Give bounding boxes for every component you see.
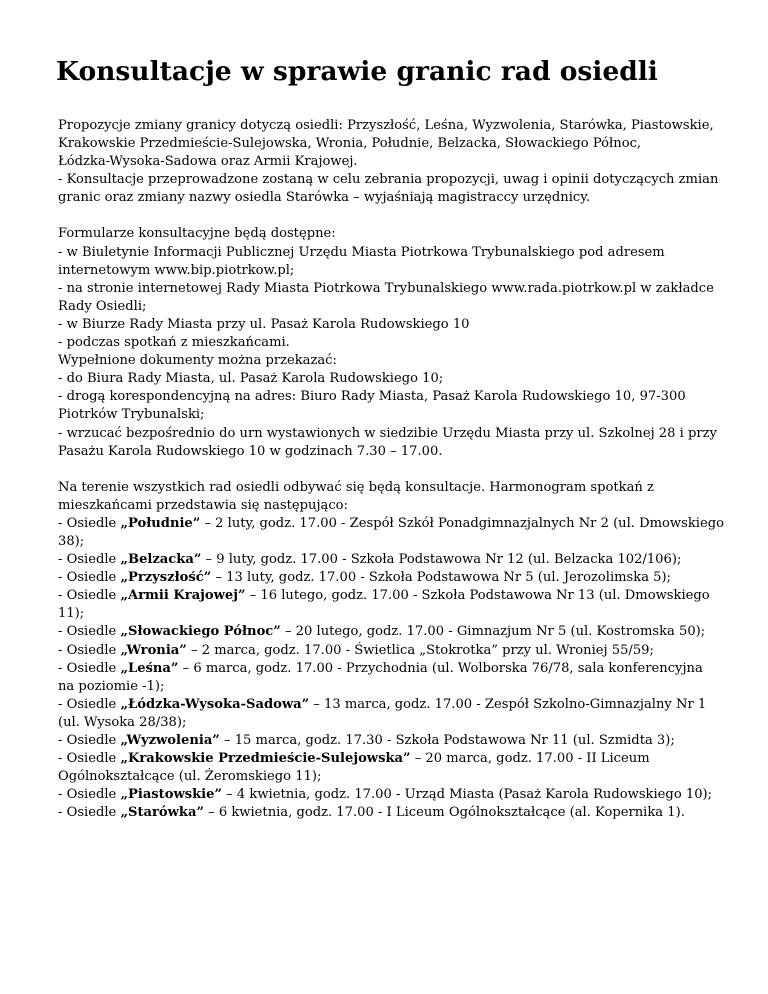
district-name: „Wyzwolenia” — [120, 733, 220, 748]
line-text: – 13 luty, godz. 17.00 - Szkoła Podstawowa Nr 5 (ul. Jerozolimska 5); — [211, 570, 672, 586]
paragraph-schedule — [58, 479, 724, 823]
line-text: na poziomie -1); — [58, 678, 165, 694]
text-line: - wrzucać bezpośrednio do urn wystawionych w siedzibie Urzędu Miasta przy ul. Szkolnej 28 i przy — [58, 425, 717, 441]
text-line: - podczas spotkań z mieszkańcami. — [58, 335, 290, 351]
line-text: - Osiedle — [58, 570, 121, 586]
paragraph-proposals — [58, 117, 718, 207]
document-body — [58, 117, 724, 822]
text-line: Propozycje zmiany granicy dotyczą osiedli: Przyszłość, Leśna, Wyzwolenia, Starówka, Piastowskie, — [58, 118, 714, 133]
district-name: „Południe” — [120, 515, 201, 531]
district-name: „Belzacka” — [120, 552, 202, 568]
text-line: Łódzka-Wysoka-Sadowa oraz Armii Krajowej. — [58, 154, 358, 170]
line-text: 38); — [58, 533, 85, 549]
line-text: – 20 lutego, godz. 17.00 - Gimnazjum Nr 5 (ul. Kostromska 50); — [280, 624, 706, 640]
district-name: „Krakowskie Przedmieście-Sulejowska” — [120, 751, 411, 767]
line-text: – 2 marca, godz. 17.00 - Świetlica „Stokrotka” przy ul. Wroniej 55/59; — [186, 642, 654, 658]
schedule-entry — [58, 515, 724, 533]
district-name: „Starówka” — [120, 805, 204, 821]
line-text: - Osiedle — [58, 696, 121, 712]
schedule-entry — [58, 732, 718, 750]
line-text: – 6 kwietnia, godz. 17.00 - I Liceum Ogólnokształcące (al. Kopernika 1). — [203, 805, 685, 821]
schedule-entry — [58, 660, 718, 678]
text-line: - w Biurze Rady Miasta przy ul. Pasaż Karola Rudowskiego 10 — [58, 316, 470, 332]
schedule-entry — [58, 642, 718, 660]
document-page — [56, 0, 724, 822]
schedule-entry — [58, 750, 718, 768]
text-line — [58, 479, 718, 497]
line-text: - Osiedle — [58, 552, 121, 568]
line-text: mieszkańcami przedstawia się następująco: — [58, 497, 348, 513]
text-line: - drogą korespondencyjną na adres: Biuro Rady Miasta, Pasaż Karola Rudowskiego 10, 97-300 — [58, 389, 686, 405]
schedule-entry — [58, 786, 718, 804]
schedule-entry — [58, 696, 718, 714]
text-line: Wypełnione dokumenty można przekazać: — [58, 353, 337, 369]
text-line — [58, 768, 718, 786]
text-line — [58, 497, 718, 515]
line-text: - Osiedle — [58, 787, 121, 803]
text-line: Krakowskie Przedmieście-Sulejowska, Wronia, Południe, Belzacka, Słowackiego Północ, — [58, 136, 642, 152]
text-line: Formularze konsultacyjne będą dostępne: — [58, 226, 336, 242]
line-text: Na terenie wszystkich rad osiedli odbywać się będą konsultacje. Harmonogram spotkań z — [58, 479, 654, 495]
line-text: - Osiedle — [58, 805, 121, 821]
text-line: - w Biuletynie Informacji Publicznej Urzędu Miasta Piotrkowa Trybunalskiego pod adresem — [58, 244, 665, 260]
district-name: „Łódzka-Wysoka-Sadowa” — [120, 696, 310, 712]
line-text: - Osiedle — [58, 642, 121, 658]
text-line: granic oraz zmiany nazwy osiedla Starówka – wyjaśniają magistraccy urzędnicy. — [58, 190, 591, 206]
schedule-entry — [58, 587, 718, 605]
line-text: – 6 marca, godz. 17.00 - Przychodnia (ul. Wolborska 76/78, sala konferencyjna — [178, 660, 703, 676]
line-text: – 13 marca, godz. 17.00 - Zespół Szkolno-Gimnazjalny Nr 1 — [309, 696, 707, 712]
line-text: – 16 lutego, godz. 17.00 - Szkoła Podstawowa Nr 13 (ul. Dmowskiego — [245, 588, 710, 604]
district-name: „Armii Krajowej” — [120, 588, 246, 604]
line-text: – 15 marca, godz. 17.30 - Szkoła Podstawowa Nr 11 (ul. Szmidta 3); — [219, 733, 675, 748]
text-line — [58, 605, 718, 623]
line-text: 11); — [58, 606, 85, 622]
text-line: - na stronie internetowej Rady Miasta Piotrkowa Trybunalskiego www.rada.piotrkow.pl w zakładce — [58, 280, 714, 296]
line-text: - Osiedle — [58, 733, 121, 748]
text-line: internetowym www.bip.piotrkow.pl; — [58, 262, 295, 278]
schedule-entry — [58, 623, 718, 641]
text-line: Piotrków Trybunalski; — [58, 407, 205, 423]
text-line — [58, 533, 718, 551]
text-line: - do Biura Rady Miasta, ul. Pasaż Karola Rudowskiego 10; — [58, 371, 444, 387]
text-line — [58, 678, 718, 696]
schedule-entry — [58, 804, 718, 822]
line-text: Ogólnokształcące (ul. Żeromskiego 11); — [58, 769, 322, 785]
district-name: „Słowackiego Północ” — [120, 624, 281, 640]
text-line: - Konsultacje przeprowadzone zostaną w celu zebrania propozycji, uwag i opinii dotyczących zmian — [58, 172, 719, 188]
line-text: (ul. Wysoka 28/38); — [58, 714, 187, 730]
district-name: „Leśna” — [120, 660, 179, 676]
line-text: – 2 luty, godz. 17.00 - Zespół Szkół Ponadgimnazjalnych Nr 2 (ul. Dmowskiego — [200, 515, 724, 531]
line-text: – 9 luty, godz. 17.00 - Szkoła Podstawowa Nr 12 (ul. Belzacka 102/106); — [201, 552, 682, 568]
district-name: „Piastowskie” — [120, 787, 223, 803]
schedule-entry — [58, 569, 718, 587]
schedule-entry — [58, 551, 718, 569]
page-title: Konsultacje w sprawie granic rad osiedli — [56, 56, 658, 87]
line-text: - Osiedle — [58, 624, 121, 640]
line-text: – 20 marca, godz. 17.00 - II Liceum — [410, 751, 650, 767]
line-text: – 4 kwietnia, godz. 17.00 - Urząd Miasta (Pasaż Karola Rudowskiego 10); — [222, 787, 713, 803]
paragraph-forms — [58, 225, 718, 460]
text-line — [58, 714, 718, 732]
line-text: - Osiedle — [58, 515, 121, 531]
line-text: - Osiedle — [58, 660, 121, 676]
district-name: „Przyszłość” — [120, 570, 212, 586]
text-line: Pasażu Karola Rudowskiego 10 w godzinach 7.30 – 17.00. — [58, 443, 443, 459]
text-line: Rady Osiedli; — [58, 298, 147, 314]
line-text: - Osiedle — [58, 751, 121, 767]
line-text: - Osiedle — [58, 588, 121, 604]
district-name: „Wronia” — [120, 642, 187, 658]
